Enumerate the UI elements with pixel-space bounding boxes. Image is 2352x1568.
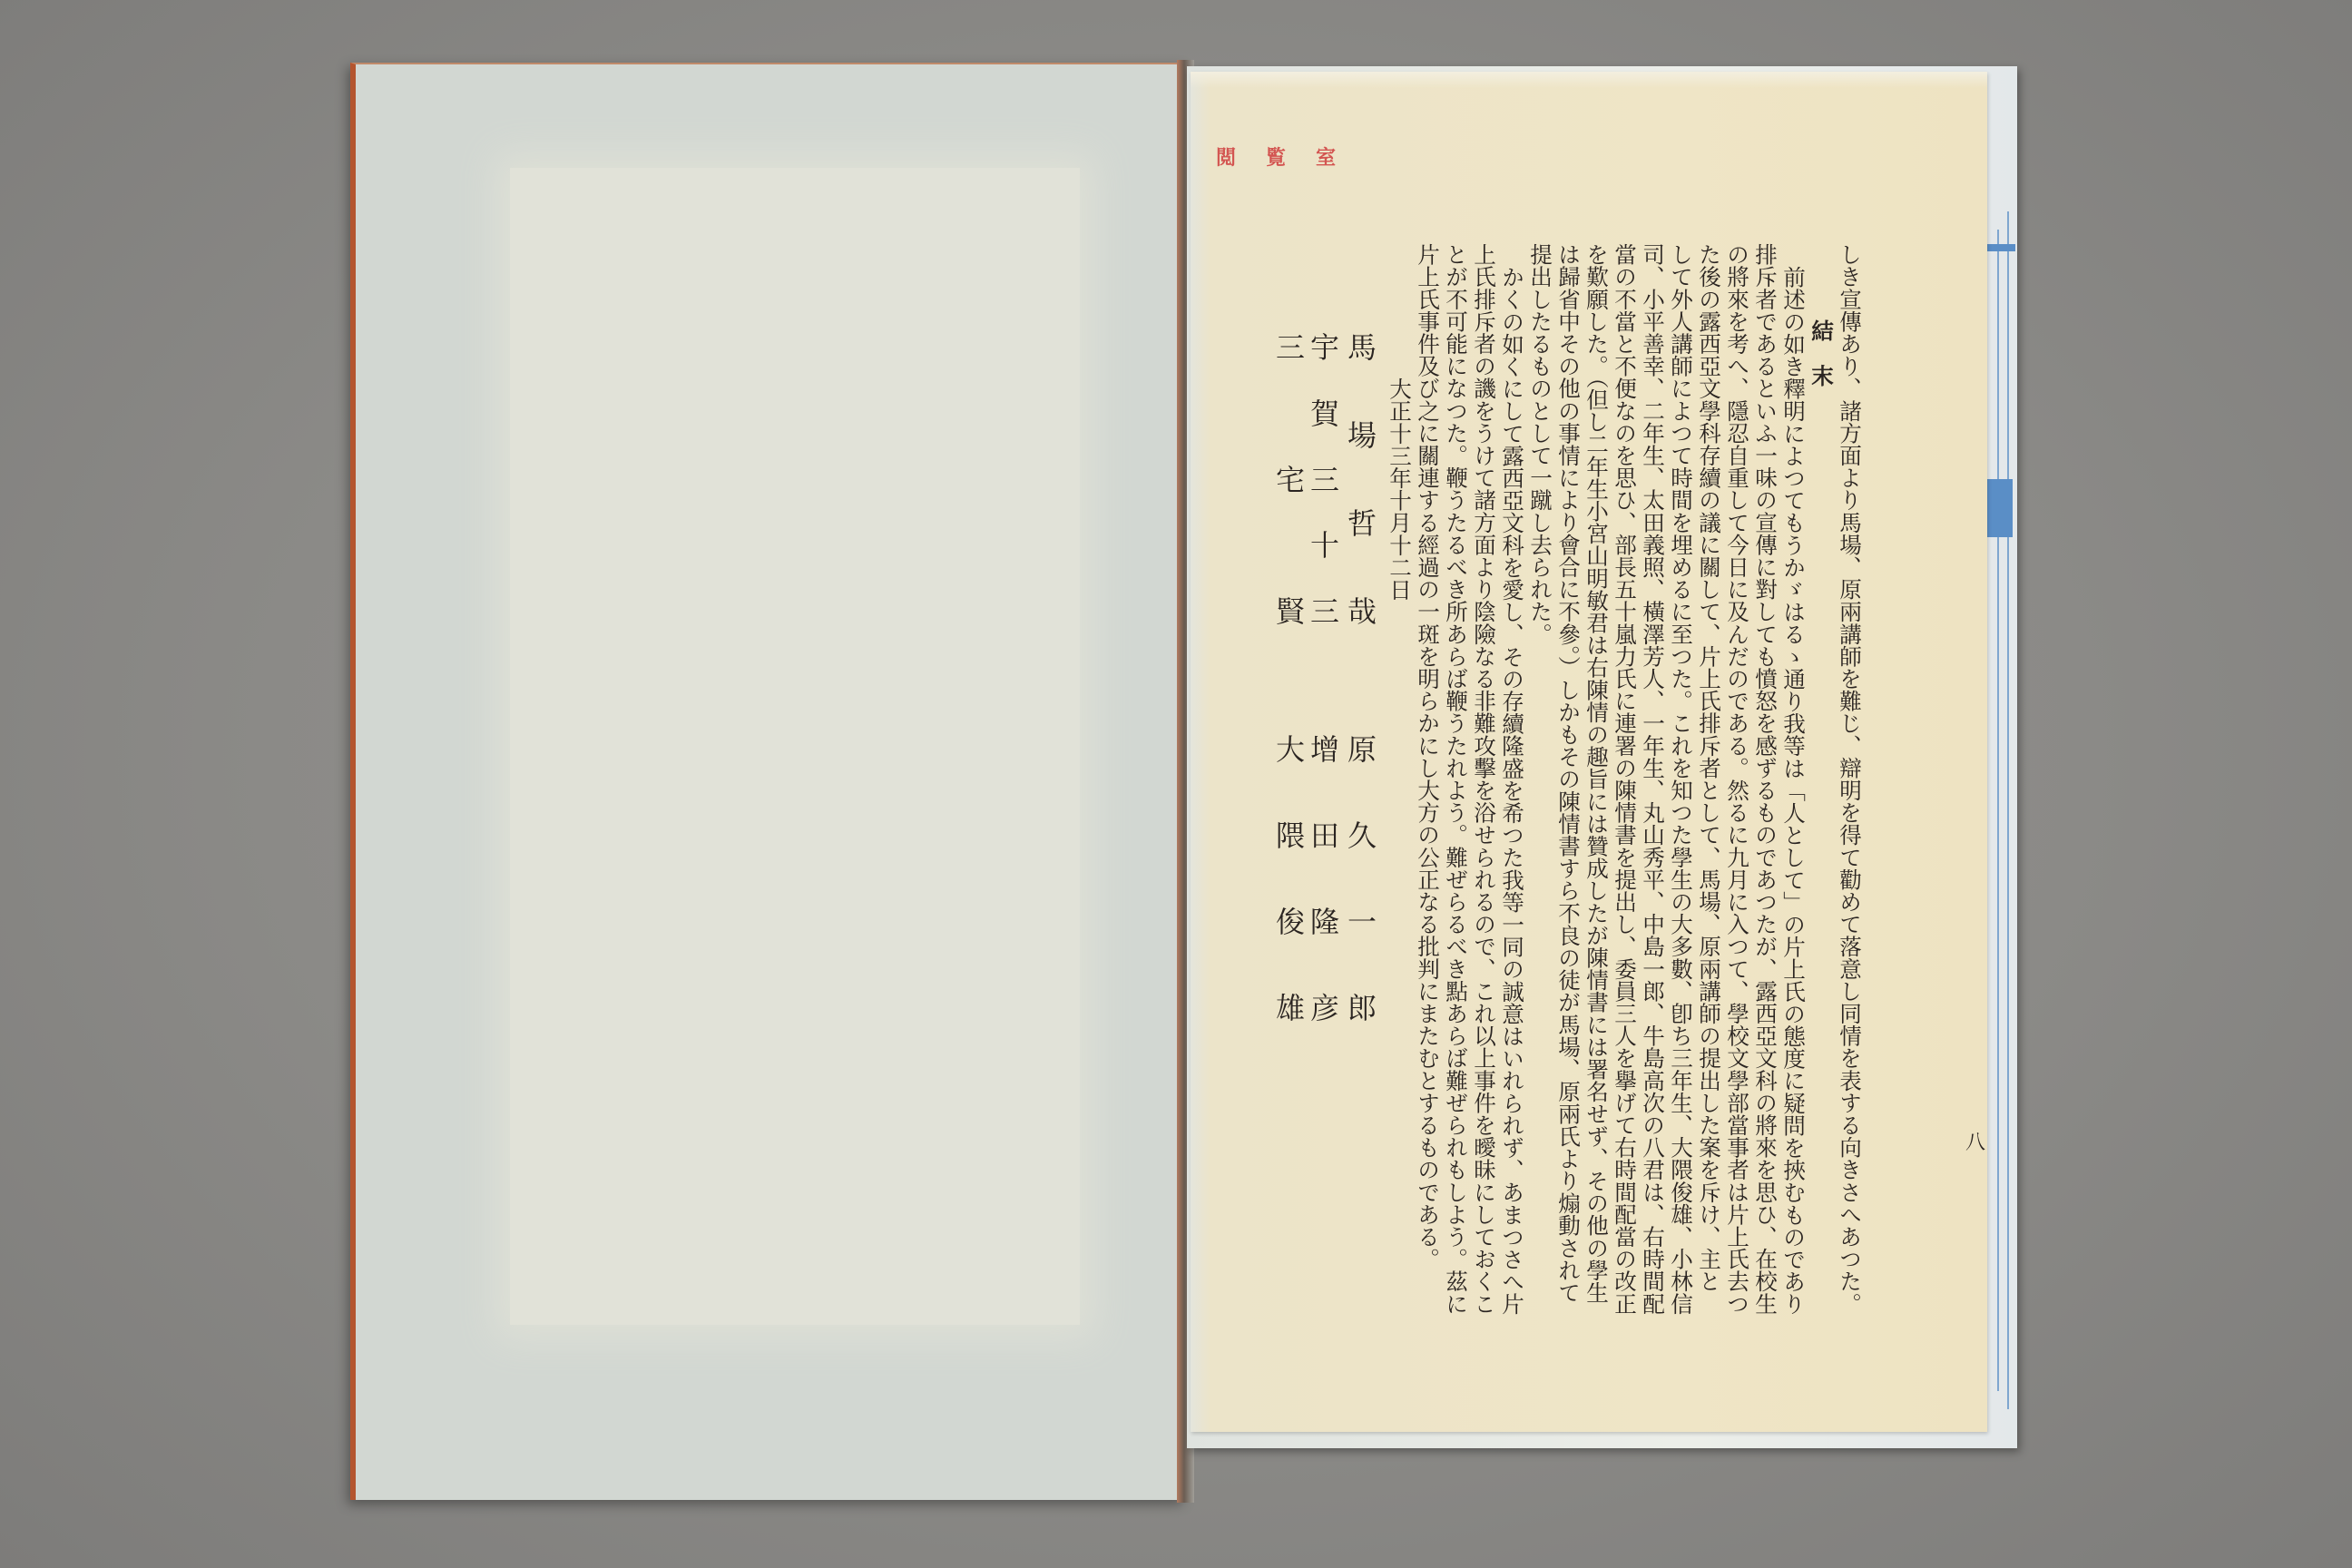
text-column: 前述の如き釋明によつてもうかゞはるゝ通り我等は「人として」の片上氏の態度に疑問を挾むものであり xyxy=(1780,265,1807,1315)
signatory-char: 三 xyxy=(1309,462,1339,497)
paragraph xyxy=(1414,243,1526,1325)
signatory-char: 三 xyxy=(1275,330,1305,365)
signatory-char: 賀 xyxy=(1309,396,1339,431)
signatory-char: 郎 xyxy=(1347,991,1377,1025)
text-column: とが不可能になつた。鞭うたるべき所あらば鞭うたれよう。難ぜらるべき點あらば難ぜられもしよう。茲に xyxy=(1443,243,1469,1315)
text-column: を歎願した。（但し二年生小宮山明敏君は右陳情の趣旨には贊成したが陳情書には署名せず、その他の學生 xyxy=(1583,243,1610,1304)
signatory-char: 彦 xyxy=(1309,991,1339,1025)
signatory-char: 場 xyxy=(1347,418,1377,453)
signatory-char: 賢 xyxy=(1275,594,1305,629)
text-column: かくの如くにして露西亞文科を愛し、その存續隆盛を希つた我等一同の誠意はいれられず、あまつさへ片 xyxy=(1499,265,1525,1315)
page-number: 八 xyxy=(1965,1132,1986,1154)
signatory-name xyxy=(1347,732,1377,1025)
page-top-edge xyxy=(1191,72,1987,88)
library-stamp: 閲覧室 xyxy=(1216,146,1367,170)
signatory-char: 大 xyxy=(1275,732,1305,767)
signatory-name xyxy=(1275,330,1306,629)
signatory-char: 久 xyxy=(1347,818,1377,853)
signatory-char: 增 xyxy=(1309,732,1339,767)
signatory-char: 馬 xyxy=(1347,330,1377,365)
signatory-char: 哉 xyxy=(1347,594,1377,629)
signatory-char: 隈 xyxy=(1275,818,1305,853)
text-column: 上氏排斥者の譏をうけて諸方面より陰險なる非難攻擊を浴せられるので、これ以上事件を曖昧にしておくこ xyxy=(1471,243,1497,1315)
signatory-name xyxy=(1275,732,1306,1025)
signatory-name xyxy=(1309,732,1340,1025)
text-column: して外人講師によつて時間を埋めるに至つた。これを知つた學生の大多數、卽ち三年生、大隈俊雄、小林信 xyxy=(1668,243,1694,1315)
text-column: 提出したるものとして一蹴し去られた。 xyxy=(1527,243,1553,645)
text-column: た後の露西亞文學科存續の議に關して、片上氏排斥者として、馬場、原兩講師の提出した案を斥け、主と xyxy=(1696,243,1722,1293)
left-page-inside-cover xyxy=(350,63,1185,1500)
signatory-char: 宅 xyxy=(1275,462,1305,497)
page-edge-tab xyxy=(1984,479,2013,537)
signatory-char: 三 xyxy=(1309,594,1339,629)
paragraph xyxy=(1526,243,1808,1325)
signatory-char: 隆 xyxy=(1309,905,1339,939)
signatory-char: 宇 xyxy=(1309,330,1339,365)
vertical-body-text xyxy=(1386,243,1864,1325)
section-heading: 結 末 xyxy=(1808,318,1835,387)
text-column: の將來を考へ、隱忍自重して今日に及んだのである。然るに九月に入つて、學校文學部當事者は片上氏去つ xyxy=(1724,243,1750,1315)
text-column: 當の不當と不便なのを思ひ、部長五十嵐力氏に連署の陳情書を提出し、委員三人を擧げて右時間配當の改正 xyxy=(1612,243,1638,1315)
signatory-char: 雄 xyxy=(1275,991,1305,1025)
signatory-char: 原 xyxy=(1347,732,1377,767)
text-column: 片上氏事件及び之に關連する經過の一斑を明らかにし大方の公正なる批判にまたむとするものである。 xyxy=(1415,243,1441,1270)
signatory-char: 俊 xyxy=(1275,905,1305,939)
signatory-name xyxy=(1309,330,1340,629)
signatory-name xyxy=(1347,330,1377,629)
signatory-char: 一 xyxy=(1347,905,1377,939)
signatory-char: 田 xyxy=(1309,818,1339,853)
continuation-line: しき宣傳あり、諸方面より馬場、原兩講師を難じ、辯明を得て勸めて落意し同情を表する向きさへあつた。 xyxy=(1837,243,1863,1315)
signatory-char: 十 xyxy=(1309,528,1339,564)
text-column: 司、小平善幸、二年生、太田義照、橫澤芳人、一年生、丸山秀平、中島一郎、牛島高次の八君は、右時間配 xyxy=(1640,243,1666,1315)
right-page xyxy=(1191,72,1987,1432)
left-page-light-panel xyxy=(510,168,1080,1325)
text-column: は歸省中その他の事情により會合に不參。）しかもその陳情書すら不良の徒が馬場、原兩氏より煽動されて xyxy=(1555,243,1582,1304)
page-edge-mark xyxy=(1997,230,1999,1391)
text-column: 排斥者であるといふ一味の宣傳に對しても憤怒を感ずるものであつたが、露西亞文科の將來を思ひ、在校生 xyxy=(1752,243,1779,1315)
page-edge-mark xyxy=(2007,211,2009,1409)
signatory-char: 哲 xyxy=(1347,506,1377,541)
document-date: 大正十三年十月十二日 xyxy=(1387,377,1413,601)
